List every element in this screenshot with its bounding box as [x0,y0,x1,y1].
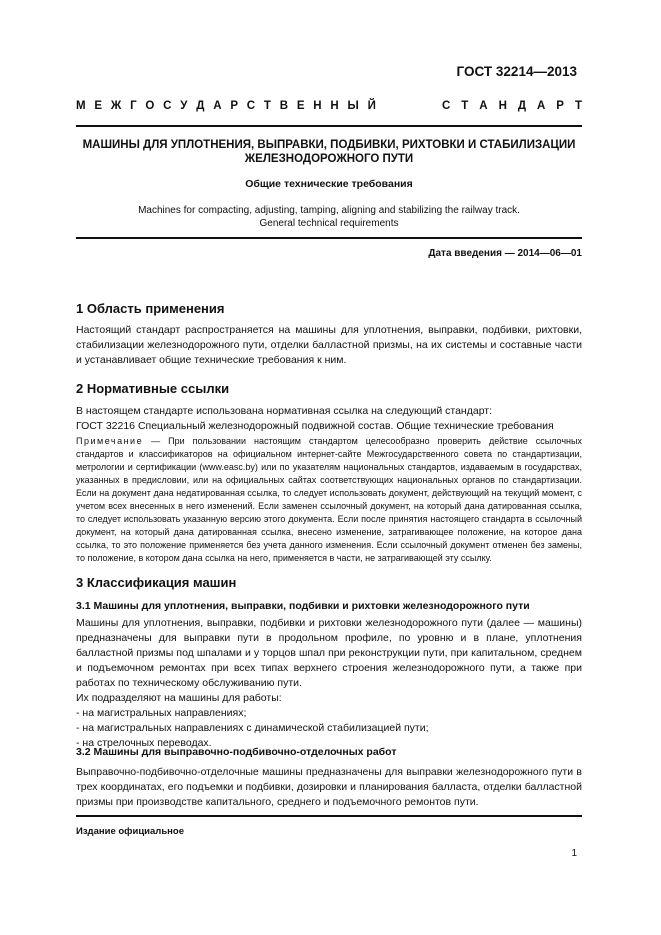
section-3-2-heading: 3.2 Машины для выправочно-подбивочно-отделочных работ [76,746,397,758]
note-text: — При пользовании настоящим стандартом целесообразно проверить действие ссылочных стандартов и классификаторов на официальном интернет-сайте Межгосударственного совета по стандартизации, метрологии и сертификации (www.easc.by) или по указателям национальных стандартов, издаваемым в государствах, указанных в предисловии, или на официальных сайтах соответствующих национальных органов по стандартизации. Если на документ дана недатированная ссылка, то следует использовать документ, действующий на текущий момент, с учетом всех внесенных в него изменений. Если заменен ссылочный документ, на который дана датированная ссылка, то следует использовать указанную версию этого документа. Если после принятия настоящего стандарта в ссылочный документ, на который дана датированная ссылка, внесено изменение, затрагивающее положение, на которое дана ссылка, то это положение применяется без учета данного изменения. Если ссылочный документ отменен без замены, то положение, в котором дана ссылка на него, применяется в части, не затрагивающей эту ссылку. [76,436,582,563]
banner-letter: Т [263,100,271,112]
document-subtitle: Общие технические требования [245,178,413,190]
banner-left [76,100,376,112]
banner-letter: Д [196,100,205,112]
banner-letter: Й [367,100,376,112]
title-bottom-rule [76,237,582,239]
section-3-1-list-item-3: - на стрелочных переводах. [76,737,212,749]
section-1-text: Настоящий стандарт распространяется на машины для уплотнения, выправки, подбивки, рихтовки, стабилизации железнодорожного пути, отделки балластной призмы, на их системы и составные части и устанавливает общие технические требования к ним. [76,324,582,366]
document-title [76,138,582,166]
banner-letter: Е [94,100,103,112]
page-number: 1 [571,848,577,859]
top-rule [76,125,582,127]
title-line-1: МАШИНЫ ДЛЯ УПЛОТНЕНИЯ, ВЫПРАВКИ, ПОДБИВКИ, РИХТОВКИ И СТАБИЛИЗАЦИИ [82,139,576,151]
footer-rule [76,815,582,817]
banner-letter: Е [296,100,305,112]
banner-letter: Р [230,100,238,112]
section-2-note [76,435,582,565]
note-label: Примечание [76,436,144,446]
english-title [76,205,582,230]
banner-letter: С [163,100,172,112]
english-title-line-2: General technical requirements [259,217,399,229]
banner-letter: Р [556,100,564,112]
banner-letter: Н [313,100,322,112]
section-3-1-text: Машины для уплотнения, выправки, подбивки и рихтовки железнодорожного пути (далее — машины) предназначены для выправки пути в продольном профиле, по уровню и в плане, уплотнения балластной призмы под шпалами и у торцов шпал при реконструкции пути, при капитальном, среднем и подъемочном ремонтах при всех типах верхнего строения железнодорожного пути, а также при работах по техническому обслуживанию пути. Их подразделяют на машины для работы: - на магистральных направлениях; - на магистральных направлениях с динамической стабилизацией пути; - на стрелочных переводах. [76,617,582,749]
banner-letter: О [145,100,155,112]
official-edition-label: Издание официальное [76,826,184,837]
banner-right [442,100,582,112]
banner-letter: М [76,100,86,112]
banner-letter: В [279,100,289,112]
section-2-heading: 2 Нормативные ссылки [76,381,230,396]
banner-letter: С [442,100,451,112]
gost-number: ГОСТ 32214—2013 [456,64,577,79]
banner-letter: Ы [347,100,359,112]
section-1-heading: 1 Область применения [76,301,225,316]
section-2-text-2: ГОСТ 32216 Специальный железнодорожный подвижной состав. Общие технические требования [76,420,554,432]
section-2-text [76,404,582,434]
banner-letter: Н [498,100,507,112]
banner-letter: У [180,100,188,112]
section-3-heading: 3 Классификация машин [76,575,237,590]
banner-letter: Т [461,100,469,112]
banner-letter: Н [330,100,339,112]
banner-letter: Ж [110,100,122,112]
banner-letter: А [213,100,222,112]
section-3-1-list-intro: Их подразделяют на машины для работы: [76,692,282,704]
title-line-2: ЖЕЛЕЗНОДОРОЖНОГО ПУТИ [244,153,414,165]
introduction-date: Дата введения — 2014—06—01 [428,248,582,259]
section-3-1-heading: 3.1 Машины для уплотнения, выправки, подбивки и рихтовки железнодорожного пути [76,600,530,612]
interstate-standard-banner [76,100,582,112]
section-3-2-text: Выправочно-подбивочно-отделочные машины предназначены для выправки железнодорожного пути в трех координатах, его подъемки и подбивки, дозировки и планирования балласта, отделки балластной призмы при производстве капитального, среднего и подъемочного ремонтов пути. [76,766,582,808]
english-title-line-1: Machines for compacting, adjusting, tamping, aligning and stabilizing the railway track. [138,205,520,216]
banner-letter: Т [574,100,582,112]
section-2-text-1: В настоящем стандарте использована нормативная ссылка на следующий стандарт: [76,405,493,417]
banner-letter: А [537,100,546,112]
section-3-1-list-item-2: - на магистральных направлениях с динамической стабилизацией пути; [76,722,429,734]
banner-letter: Г [130,100,137,112]
section-3-1-list-item-1: - на магистральных направлениях; [76,707,247,719]
banner-letter: С [246,100,256,112]
banner-letter: А [479,100,488,112]
banner-letter: Д [517,100,527,112]
